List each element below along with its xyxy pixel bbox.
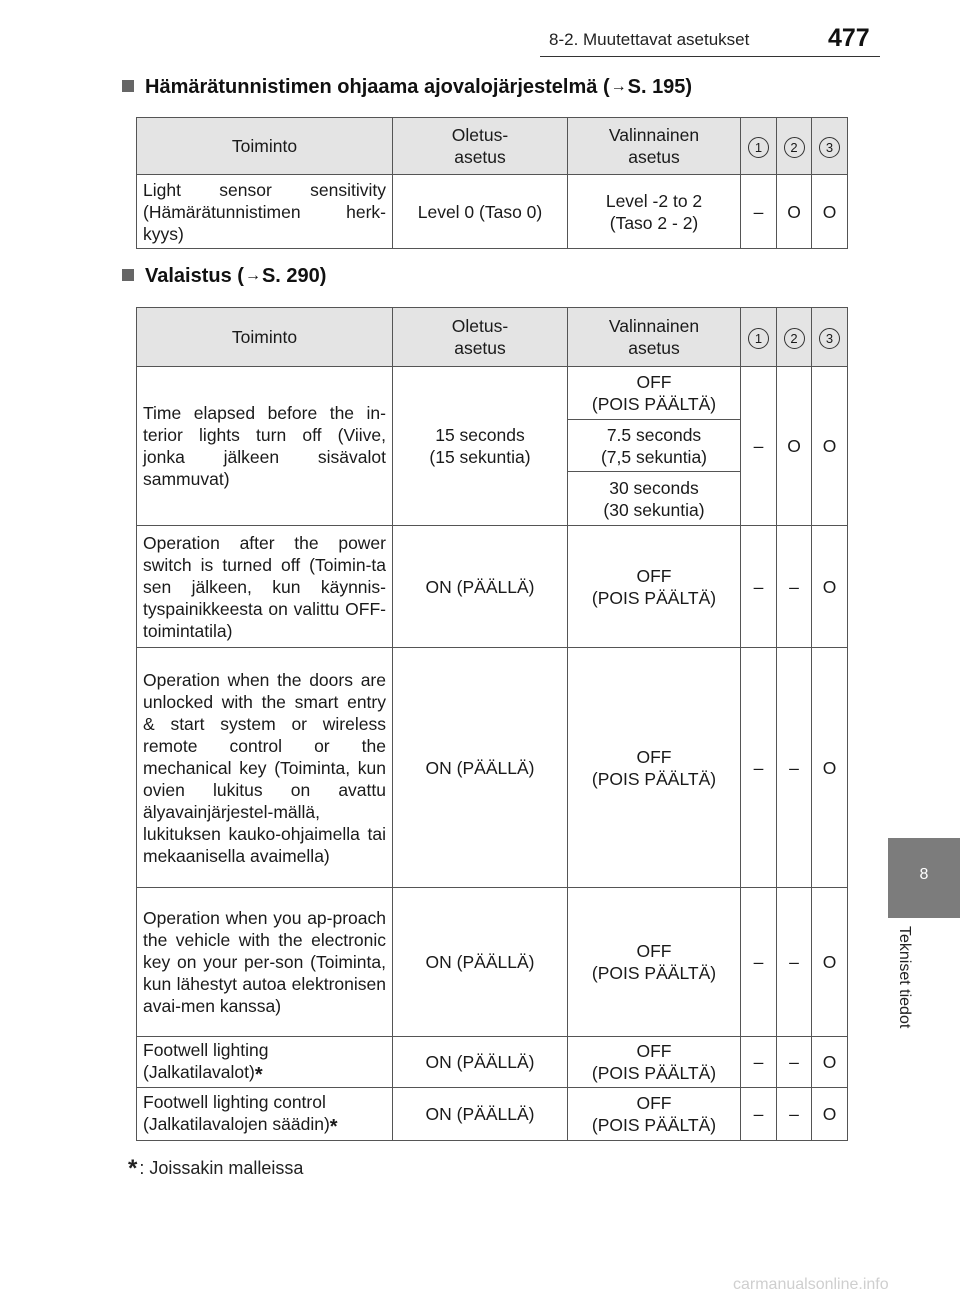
method-2-cell: – xyxy=(777,1037,812,1088)
arrow-icon: → xyxy=(244,267,261,284)
col-method-3 xyxy=(812,118,848,175)
footnote-marker: * xyxy=(254,1063,263,1086)
page-number: 477 xyxy=(828,24,870,52)
table-row xyxy=(137,648,848,888)
square-bullet-icon xyxy=(122,80,134,92)
method-1-cell: – xyxy=(741,175,777,249)
optional-cell: OFF (POIS PÄÄLTÄ) xyxy=(568,367,741,420)
default-cell: Level 0 (Taso 0) xyxy=(393,175,568,249)
circled-number-2: 2 xyxy=(784,328,805,349)
method-1-cell: – xyxy=(741,526,777,648)
default-cell: ON (PÄÄLLÄ) xyxy=(393,526,568,648)
heading-suffix: S. 290) xyxy=(261,265,327,287)
table-row xyxy=(137,526,848,648)
footnote-marker: * xyxy=(128,1155,138,1182)
function-text: Footwell lighting (Jalkatilavalot) xyxy=(143,1039,269,1082)
table-row xyxy=(137,888,848,1037)
section-heading-lighting xyxy=(122,265,326,288)
method-3-cell: O xyxy=(812,175,848,249)
default-cell: ON (PÄÄLLÄ) xyxy=(393,1037,568,1088)
optional-cell: OFF (POIS PÄÄLTÄ) xyxy=(568,888,741,1037)
function-cell xyxy=(137,1088,393,1141)
function-cell: Operation when you ap-proach the vehicle with the electronic key on your per-son (Toiminta, kun lähestyt autoa elektronisen avai-men kanssa) xyxy=(137,888,393,1037)
function-cell: Operation when the doors are unlocked with the smart entry & start system or wireless remote control or the mechanical key (Toiminta, kun ovien lukitus on avattu älyavainjärjestel-mällä, lukituksen kauko-ohjaimella tai mekaanisella avaimella) xyxy=(137,648,393,888)
function-cell xyxy=(137,1037,393,1088)
heading-suffix: S. 195) xyxy=(627,76,693,98)
function-cell: Time elapsed before the in-terior lights turn off (Viive, jonka jälkeen sisävalot sammuvat) xyxy=(137,367,393,526)
optional-cell: OFF (POIS PÄÄLTÄ) xyxy=(568,648,741,888)
method-2-cell: – xyxy=(777,888,812,1037)
circled-number-3: 3 xyxy=(819,137,840,158)
default-cell: 15 seconds (15 sekuntia) xyxy=(393,367,568,526)
optional-cell: OFF (POIS PÄÄLTÄ) xyxy=(568,1088,741,1141)
col-method-1 xyxy=(741,118,777,175)
optional-cell: OFF (POIS PÄÄLTÄ) xyxy=(568,1037,741,1088)
table-row xyxy=(137,1037,848,1088)
square-bullet-icon xyxy=(122,269,134,281)
col-method-2 xyxy=(777,118,812,175)
method-1-cell: – xyxy=(741,888,777,1037)
method-3-cell: O xyxy=(812,648,848,888)
method-2-cell: O xyxy=(777,175,812,249)
method-3-cell: O xyxy=(812,888,848,1037)
header-divider xyxy=(540,56,880,57)
table-header-row xyxy=(137,308,848,367)
col-method-2 xyxy=(777,308,812,367)
col-function: Toiminto xyxy=(137,118,393,175)
method-3-cell: O xyxy=(812,1037,848,1088)
arrow-icon: → xyxy=(610,78,627,95)
method-3-cell: O xyxy=(812,367,848,526)
method-2-cell: – xyxy=(777,648,812,888)
default-cell: ON (PÄÄLLÄ) xyxy=(393,648,568,888)
method-1-cell: – xyxy=(741,648,777,888)
optional-cell: OFF (POIS PÄÄLTÄ) xyxy=(568,526,741,648)
circled-number-3: 3 xyxy=(819,328,840,349)
circled-number-2: 2 xyxy=(784,137,805,158)
method-3-cell: O xyxy=(812,1088,848,1141)
table-row xyxy=(137,175,848,249)
heading-prefix: Hämärätunnistimen ohjaama ajovalojärjestelmä ( xyxy=(145,76,610,98)
optional-cell: 30 seconds (30 sekuntia) xyxy=(568,472,741,526)
heading-prefix: Valaistus ( xyxy=(145,265,244,287)
footnote-marker: * xyxy=(329,1115,338,1138)
default-cell: ON (PÄÄLLÄ) xyxy=(393,888,568,1037)
col-method-3 xyxy=(812,308,848,367)
method-3-cell: O xyxy=(812,526,848,648)
footnote-text: : Joissakin malleissa xyxy=(139,1158,304,1178)
chapter-tab xyxy=(888,838,960,918)
method-1-cell: – xyxy=(741,1088,777,1141)
col-default: Oletus- asetus xyxy=(393,308,568,367)
settings-table-headlights xyxy=(136,117,848,249)
footnote xyxy=(128,1155,303,1183)
table-row xyxy=(137,1088,848,1141)
watermark: carmanualsonline.info xyxy=(733,1276,889,1293)
col-default: Oletus- asetus xyxy=(393,118,568,175)
optional-cell: 7.5 seconds (7,5 sekuntia) xyxy=(568,420,741,472)
col-method-1 xyxy=(741,308,777,367)
settings-table-lighting xyxy=(136,307,848,1141)
method-1-cell: – xyxy=(741,1037,777,1088)
method-1-cell: – xyxy=(741,367,777,526)
col-optional: Valinnainen asetus xyxy=(568,308,741,367)
function-cell: Light sensor sensitivity (Hämärätunnistimen herk-kyys) xyxy=(137,175,393,249)
col-function: Toiminto xyxy=(137,308,393,367)
default-cell: ON (PÄÄLLÄ) xyxy=(393,1088,568,1141)
circled-number-1: 1 xyxy=(748,328,769,349)
table-row xyxy=(137,367,848,420)
method-2-cell: O xyxy=(777,367,812,526)
chapter-number: 8 xyxy=(919,866,929,883)
method-2-cell: – xyxy=(777,526,812,648)
section-heading-headlights xyxy=(122,76,692,99)
method-2-cell: – xyxy=(777,1088,812,1141)
table-header-row xyxy=(137,118,848,175)
function-text: Footwell lighting control (Jalkatilavalojen säädin) xyxy=(143,1091,330,1134)
optional-cell: Level -2 to 2 (Taso 2 - 2) xyxy=(568,175,741,249)
col-optional: Valinnainen asetus xyxy=(568,118,741,175)
section-header: 8-2. Muutettavat asetukset xyxy=(549,30,750,49)
chapter-label: Tekniset tiedot xyxy=(896,926,913,1029)
circled-number-1: 1 xyxy=(748,137,769,158)
function-cell: Operation after the power switch is turned off (Toimin-ta sen jälkeen, kun käynnis-tyspainikkeesta on valittu OFF-toimintatila) xyxy=(137,526,393,648)
